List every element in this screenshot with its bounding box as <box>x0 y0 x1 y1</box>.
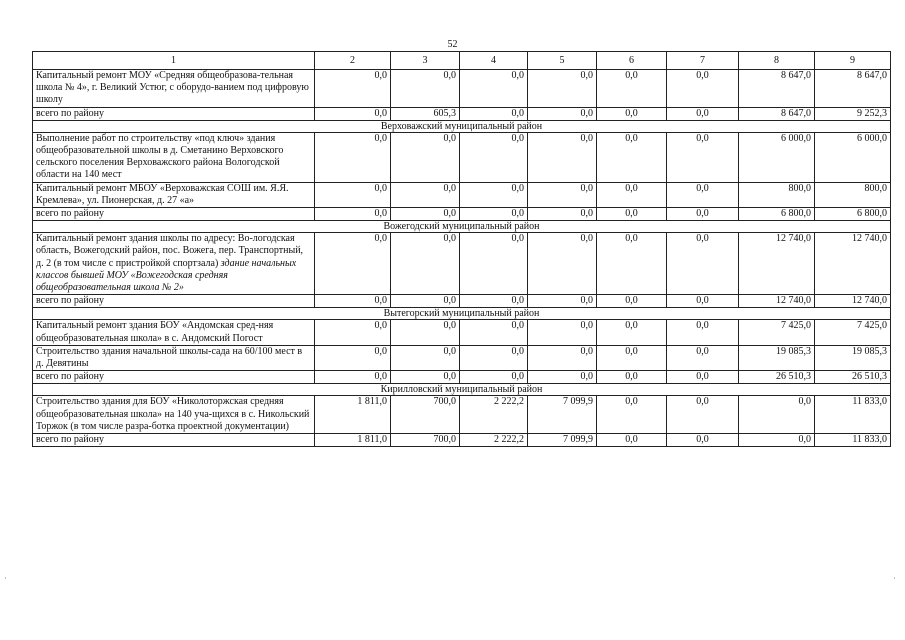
row-name-text: всего по району <box>36 208 105 220</box>
cell-col-9: 6 000,0 <box>815 132 891 182</box>
cell-col-2: 0,0 <box>315 320 391 345</box>
total-row <box>33 434 891 447</box>
cell-col-2: 0,0 <box>315 371 391 384</box>
row-name <box>33 208 315 221</box>
cell-col-7: 0,0 <box>667 107 739 120</box>
cell-col-7: 0,0 <box>667 208 739 221</box>
row-name <box>33 295 315 308</box>
cell-col-9: 800,0 <box>815 182 891 207</box>
cell-col-4: 0,0 <box>460 345 528 370</box>
cell-col-5: 7 099,9 <box>528 396 597 434</box>
cell-col-8: 6 800,0 <box>739 208 815 221</box>
row-name-text: Капитальный ремонт МОУ «Средняя общеобразова-тельная школа № 4», г. Великий Устюг, с оборудо-ванием под цифровую школу <box>36 70 309 106</box>
cell-col-8: 800,0 <box>739 182 815 207</box>
row-name-text: всего по району <box>36 107 105 119</box>
row-name <box>33 371 315 384</box>
cell-col-3: 0,0 <box>391 233 460 295</box>
cell-col-3: 0,0 <box>391 371 460 384</box>
edge-mark-right: · <box>893 574 896 583</box>
district-header-row <box>33 384 891 396</box>
cell-col-5: 0,0 <box>528 320 597 345</box>
row-name <box>33 396 315 434</box>
table-row <box>33 132 891 182</box>
cell-col-3: 0,0 <box>391 345 460 370</box>
cell-col-5: 7 099,9 <box>528 434 597 447</box>
district-name: Вытегорский муниципальный район <box>33 308 891 320</box>
cell-col-2: 0,0 <box>315 107 391 120</box>
cell-col-4: 0,0 <box>460 208 528 221</box>
cell-col-2: 0,0 <box>315 132 391 182</box>
cell-col-8: 7 425,0 <box>739 320 815 345</box>
row-name-text: Капитальный ремонт здания школы по адресу: Во-логодская область, Вожегодский район, пос. Вожега, пер. Транспортный, д. 2 (в том числе с пристройкой спортзала) <box>36 233 304 269</box>
cell-col-2: 1 811,0 <box>315 434 391 447</box>
row-name <box>33 345 315 370</box>
cell-col-6: 0,0 <box>597 70 667 108</box>
cell-col-6: 0,0 <box>597 396 667 434</box>
cell-col-7: 0,0 <box>667 182 739 207</box>
table-row <box>33 233 891 295</box>
table-row <box>33 70 891 108</box>
column-header-2: 2 <box>315 52 391 70</box>
total-row <box>33 371 891 384</box>
row-name-text: всего по району <box>36 434 105 446</box>
row-name <box>33 70 315 108</box>
total-row <box>33 208 891 221</box>
cell-col-9: 26 510,3 <box>815 371 891 384</box>
cell-col-6: 0,0 <box>597 132 667 182</box>
district-name: Вожегодский муниципальный район <box>33 221 891 233</box>
cell-col-8: 0,0 <box>739 434 815 447</box>
cell-col-3: 0,0 <box>391 70 460 108</box>
cell-col-6: 0,0 <box>597 320 667 345</box>
cell-col-7: 0,0 <box>667 132 739 182</box>
table-row <box>33 345 891 370</box>
cell-col-9: 12 740,0 <box>815 233 891 295</box>
row-name-text: Строительство здания для БОУ «Николоторжская средняя общеобразовательная школа» на 140 уча-щихся в с. Никольский Торжок (в том числе разра-ботка проектной документации) <box>36 396 310 432</box>
column-header-3: 3 <box>391 52 460 70</box>
column-header-7: 7 <box>667 52 739 70</box>
column-header-6: 6 <box>597 52 667 70</box>
cell-col-6: 0,0 <box>597 182 667 207</box>
cell-col-5: 0,0 <box>528 70 597 108</box>
cell-col-8: 8 647,0 <box>739 70 815 108</box>
cell-col-5: 0,0 <box>528 107 597 120</box>
cell-col-3: 0,0 <box>391 132 460 182</box>
cell-col-8: 26 510,3 <box>739 371 815 384</box>
cell-col-3: 0,0 <box>391 295 460 308</box>
table-row <box>33 320 891 345</box>
cell-col-2: 0,0 <box>315 70 391 108</box>
row-name-text: Выполнение работ по строительству «под ключ» здания общеобразовательной школы в д. Сметанино Верховского сельского поселения Верховажского района Вологодской области на 140 мест <box>36 132 284 181</box>
cell-col-8: 8 647,0 <box>739 107 815 120</box>
cell-col-7: 0,0 <box>667 434 739 447</box>
cell-col-7: 0,0 <box>667 320 739 345</box>
cell-col-4: 0,0 <box>460 295 528 308</box>
cell-col-7: 0,0 <box>667 396 739 434</box>
cell-col-4: 0,0 <box>460 182 528 207</box>
cell-col-4: 0,0 <box>460 233 528 295</box>
cell-col-2: 0,0 <box>315 345 391 370</box>
cell-col-7: 0,0 <box>667 233 739 295</box>
cell-col-3: 0,0 <box>391 320 460 345</box>
row-name <box>33 107 315 120</box>
table-row <box>33 182 891 207</box>
edge-mark-left: · <box>4 574 7 583</box>
row-name-text: всего по району <box>36 371 105 383</box>
row-name <box>33 132 315 182</box>
cell-col-9: 8 647,0 <box>815 70 891 108</box>
cell-col-4: 0,0 <box>460 70 528 108</box>
cell-col-6: 0,0 <box>597 434 667 447</box>
cell-col-5: 0,0 <box>528 371 597 384</box>
column-header-5: 5 <box>528 52 597 70</box>
cell-col-8: 6 000,0 <box>739 132 815 182</box>
cell-col-3: 700,0 <box>391 434 460 447</box>
cell-col-4: 0,0 <box>460 371 528 384</box>
cell-col-3: 0,0 <box>391 182 460 207</box>
cell-col-6: 0,0 <box>597 295 667 308</box>
cell-col-4: 2 222,2 <box>460 434 528 447</box>
district-header-row <box>33 120 891 132</box>
cell-col-8: 12 740,0 <box>739 233 815 295</box>
cell-col-6: 0,0 <box>597 345 667 370</box>
cell-col-4: 2 222,2 <box>460 396 528 434</box>
cell-col-2: 0,0 <box>315 208 391 221</box>
column-header-8: 8 <box>739 52 815 70</box>
cell-col-3: 0,0 <box>391 208 460 221</box>
cell-col-8: 12 740,0 <box>739 295 815 308</box>
district-header-row <box>33 221 891 233</box>
cell-col-9: 12 740,0 <box>815 295 891 308</box>
column-header-4: 4 <box>460 52 528 70</box>
row-name-text: всего по району <box>36 295 105 307</box>
row-name-text: Строительство здания начальной школы-сада на 60/100 мест в д. Девятины <box>36 345 303 370</box>
cell-col-2: 0,0 <box>315 295 391 308</box>
cell-col-2: 0,0 <box>315 182 391 207</box>
cell-col-5: 0,0 <box>528 208 597 221</box>
cell-col-2: 0,0 <box>315 233 391 295</box>
row-name-note: здание начальных классов бывшей МОУ «Вожегодская средняя общеобразовательная школа № 2» <box>36 257 297 294</box>
column-header-9: 9 <box>815 52 891 70</box>
cell-col-6: 0,0 <box>597 107 667 120</box>
row-name <box>33 182 315 207</box>
cell-col-9: 11 833,0 <box>815 434 891 447</box>
row-name <box>33 233 315 295</box>
district-name: Верховажский муниципальный район <box>33 120 891 132</box>
cell-col-3: 700,0 <box>391 396 460 434</box>
cell-col-9: 19 085,3 <box>815 345 891 370</box>
cell-col-2: 1 811,0 <box>315 396 391 434</box>
row-name-text: Капитальный ремонт здания БОУ «Андомская сред-няя общеобразовательная школа» в с. Андомский Погост <box>36 320 274 344</box>
cell-col-8: 19 085,3 <box>739 345 815 370</box>
page-number: 52 <box>447 39 458 50</box>
total-row <box>33 107 891 120</box>
cell-col-5: 0,0 <box>528 345 597 370</box>
row-name <box>33 320 315 345</box>
cell-col-4: 0,0 <box>460 320 528 345</box>
cell-col-8: 0,0 <box>739 396 815 434</box>
cell-col-7: 0,0 <box>667 70 739 108</box>
cell-col-5: 0,0 <box>528 182 597 207</box>
cell-col-5: 0,0 <box>528 295 597 308</box>
cell-col-4: 0,0 <box>460 132 528 182</box>
cell-col-9: 6 800,0 <box>815 208 891 221</box>
cell-col-7: 0,0 <box>667 295 739 308</box>
cell-col-3: 605,3 <box>391 107 460 120</box>
cell-col-7: 0,0 <box>667 345 739 370</box>
cell-col-9: 7 425,0 <box>815 320 891 345</box>
cell-col-9: 9 252,3 <box>815 107 891 120</box>
column-header-1: 1 <box>33 52 315 70</box>
row-name-text: Капитальный ремонт МБОУ «Верховажская СОШ им. Я.Я. Кремлева», ул. Пионерская, д. 27 «а» <box>36 182 289 206</box>
cell-col-7: 0,0 <box>667 371 739 384</box>
cell-col-4: 0,0 <box>460 107 528 120</box>
header-row <box>33 52 891 70</box>
cell-col-6: 0,0 <box>597 208 667 221</box>
cell-col-5: 0,0 <box>528 233 597 295</box>
table-body <box>33 70 891 447</box>
cell-col-6: 0,0 <box>597 371 667 384</box>
cell-col-9: 11 833,0 <box>815 396 891 434</box>
row-name <box>33 434 315 447</box>
budget-table <box>32 51 891 447</box>
district-header-row <box>33 308 891 320</box>
cell-col-5: 0,0 <box>528 132 597 182</box>
cell-col-6: 0,0 <box>597 233 667 295</box>
total-row <box>33 295 891 308</box>
district-name: Кирилловский муниципальный район <box>33 384 891 396</box>
table-row <box>33 396 891 434</box>
